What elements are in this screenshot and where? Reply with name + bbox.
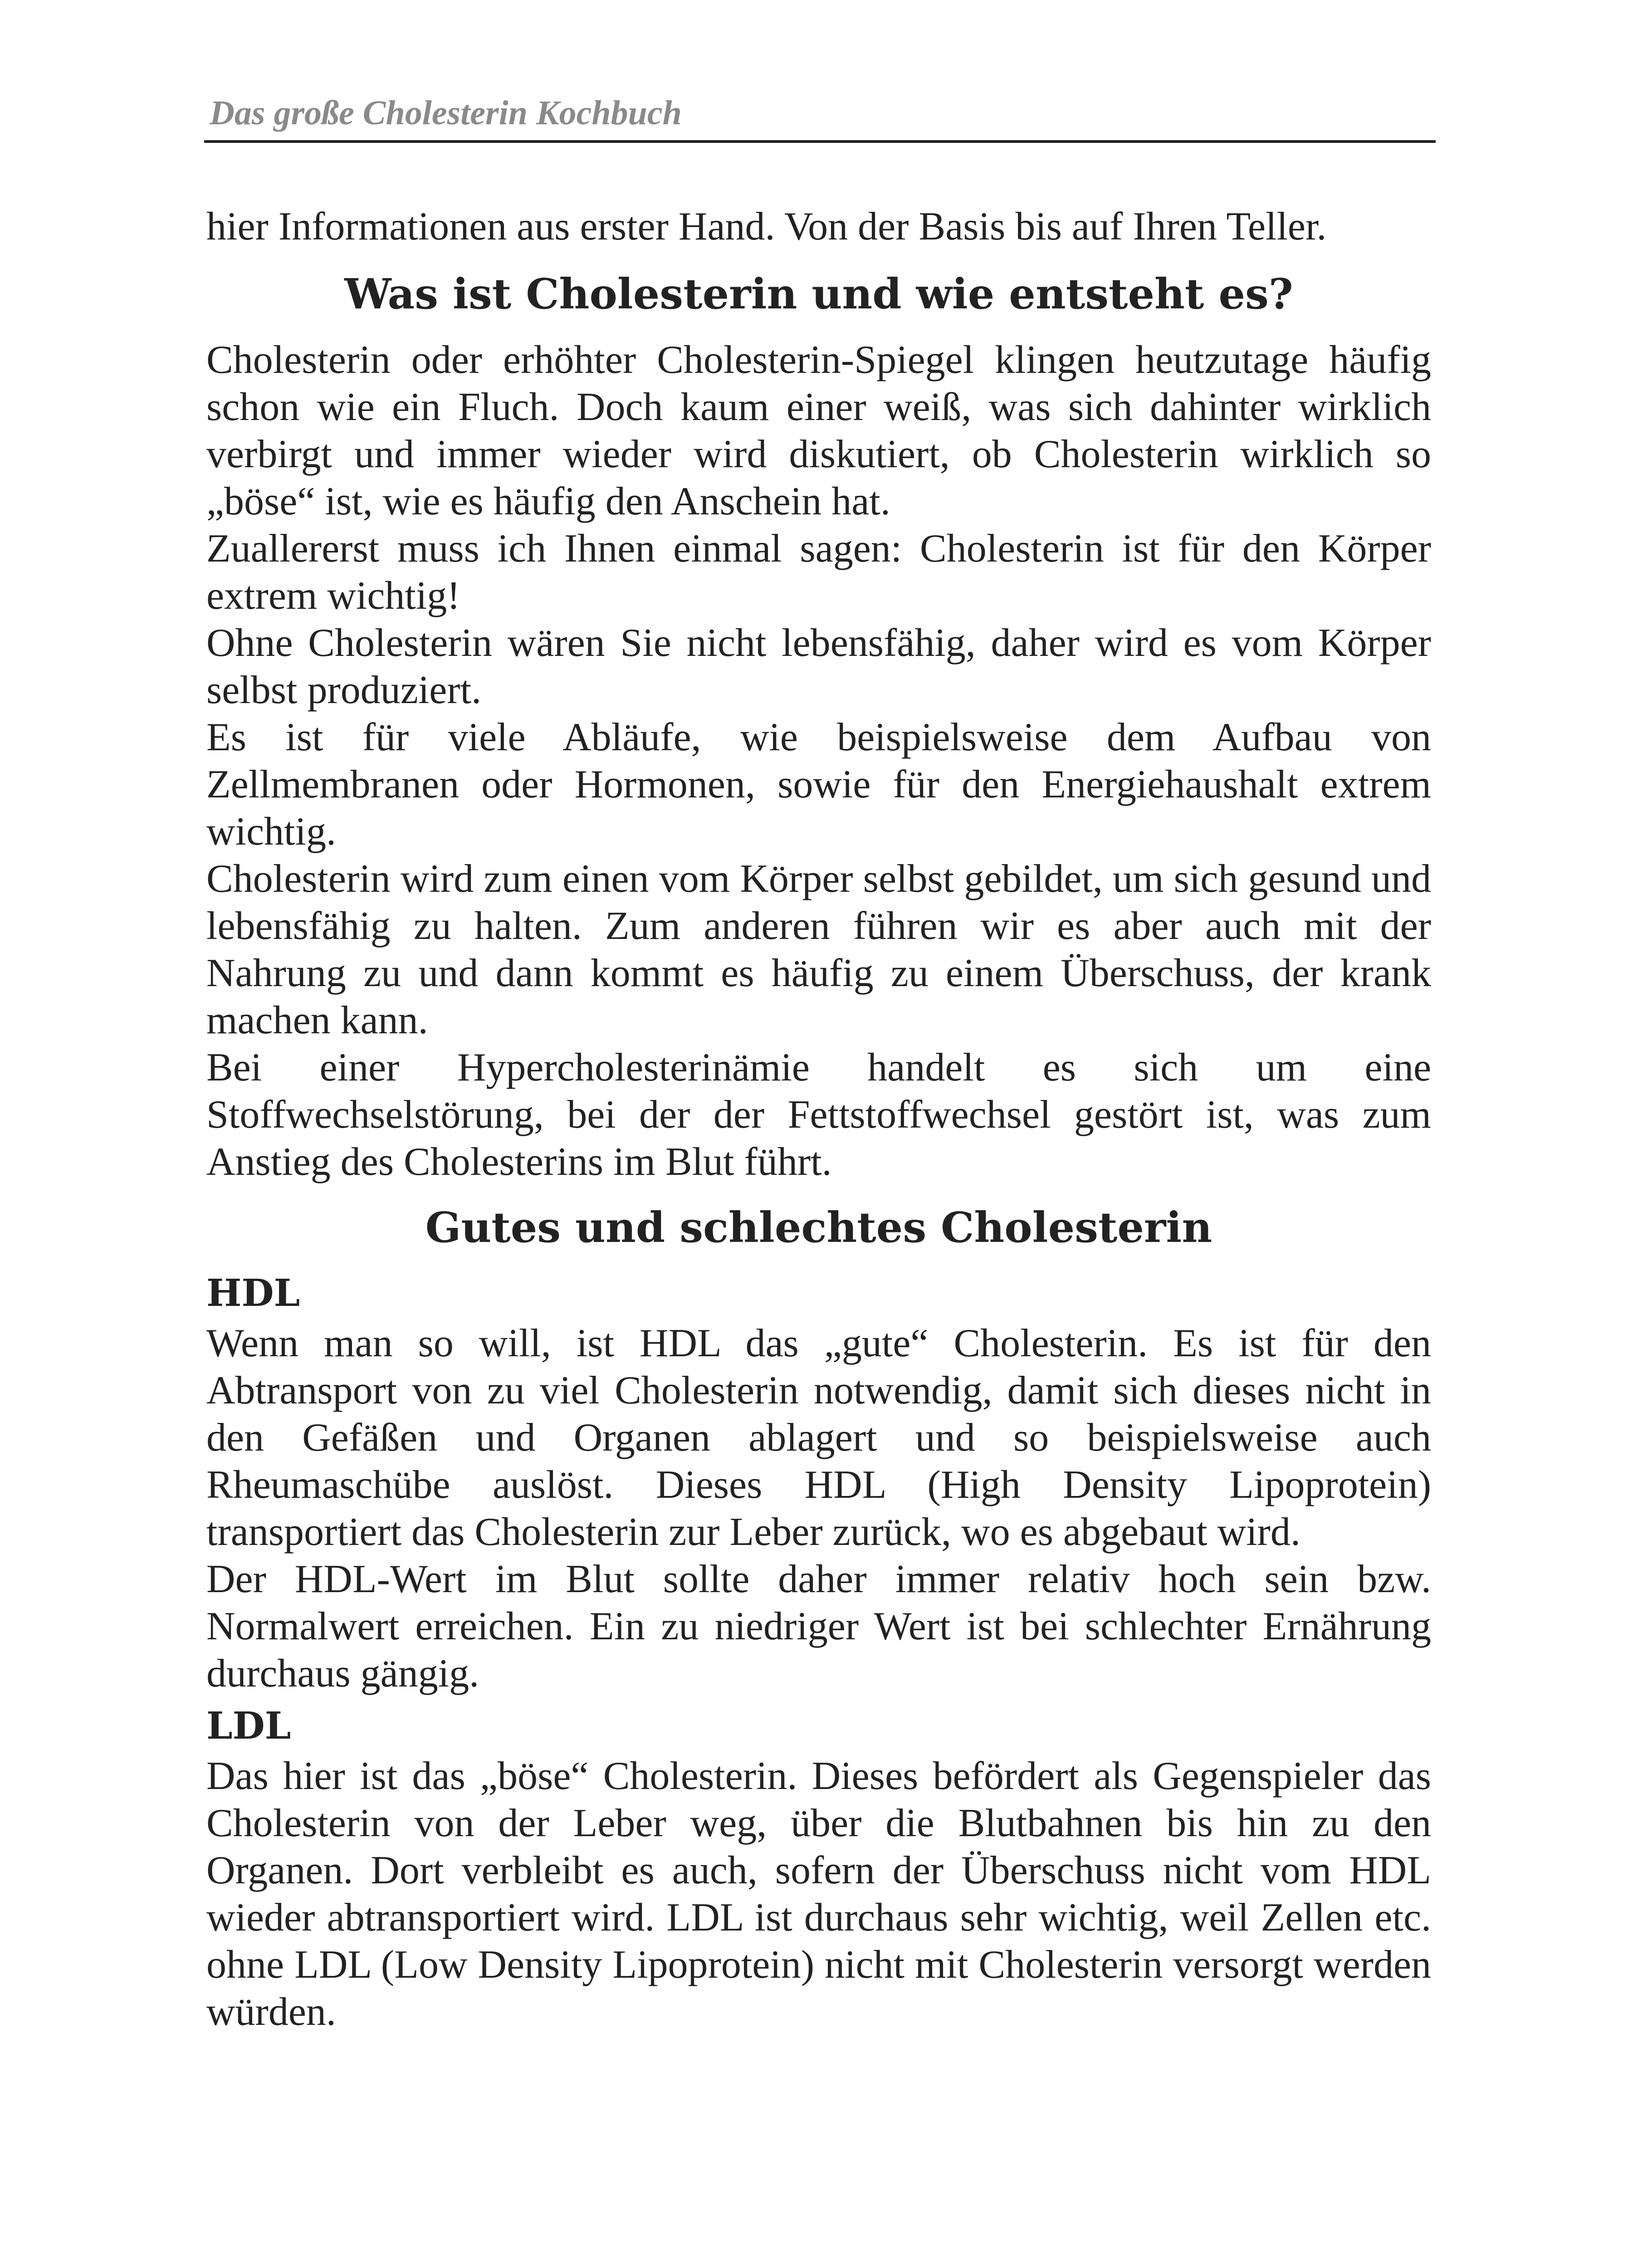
intro-paragraph: hier Informationen aus erster Hand. Von der Basis bis auf Ihren Teller.: [206, 205, 1327, 249]
body-paragraph: Zuallererst muss ich Ihnen einmal sagen: Cholesterin ist für den Körper extrem wichtig!: [206, 527, 1431, 618]
body-paragraph: Es ist für viele Abläufe, wie beispielsweise dem Aufbau von Zellmembranen oder Hormonen, sowie für den Energiehaushalt extrem wichtig.: [206, 715, 1431, 854]
subheading-hdl: HDL: [206, 1271, 300, 1315]
body-paragraph: Cholesterin oder erhöhter Cholesterin-Spiegel klingen heutzutage häufig schon wie ein Fluch. Doch kaum einer weiß, was sich dahinter wirklich verbirgt und immer wieder wird diskutiert, ob Cholesterin wirklich so „böse“ ist, wie es häufig den Anschein hat.: [206, 338, 1431, 523]
section-heading-good-and-bad-cholesterol: Gutes und schlechtes Cholesterin: [425, 1203, 1213, 1252]
body-paragraph: Das hier ist das „böse“ Cholesterin. Dieses befördert als Gegenspieler das Cholesterin von der Leber weg, über die Blutbahnen bis hin zu den Organen. Dort verbleibt es auch, sofern der Überschuss nicht vom HDL wieder abtransportiert wird. LDL ist durchaus sehr wichtig, weil Zellen etc. ohne LDL (Low Density Lipoprotein) nicht mit Cholesterin versorgt werden würden.: [206, 1754, 1431, 2034]
subheading-ldl: LDL: [206, 1704, 291, 1748]
body-paragraph: Bei einer Hypercholesterinämie handelt es sich um eine Stoffwechselstörung, bei der der Fettstoffwechsel gestört ist, was zum Anstieg des Cholesterins im Blut führt.: [206, 1046, 1431, 1184]
running-header: [204, 82, 1436, 143]
section-heading-what-is-cholesterol: Was ist Cholesterin und wie entsteht es?: [344, 269, 1293, 318]
running-header-title: Das große Cholesterin Kochbuch: [210, 94, 682, 132]
body-paragraph: Wenn man so will, ist HDL das „gute“ Cholesterin. Es ist für den Abtransport von zu viel Cholesterin notwendig, damit sich dieses nicht in den Gefäßen und Organen ablagert und so beispielsweise auch Rheumaschübe auslöst. Dieses HDL (High Density Lipoprotein) transportiert das Cholesterin zur Leber zurück, wo es abgebaut wird.: [206, 1321, 1431, 1554]
page-body: [206, 203, 1431, 2036]
body-paragraph: Cholesterin wird zum einen vom Körper selbst gebildet, um sich gesund und lebensfähig zu halten. Zum anderen führen wir es aber auch mit der Nahrung zu und dann kommt es häufig zu einem Überschuss, der krank machen kann.: [206, 857, 1431, 1042]
body-paragraph: Der HDL-Wert im Blut sollte daher immer relativ hoch sein bzw. Normalwert erreichen. Ein zu niedriger Wert ist bei schlechter Ernährung durchaus gängig.: [206, 1557, 1431, 1696]
body-paragraph: Ohne Cholesterin wären Sie nicht lebensfähig, daher wird es vom Körper selbst produziert.: [206, 621, 1431, 712]
